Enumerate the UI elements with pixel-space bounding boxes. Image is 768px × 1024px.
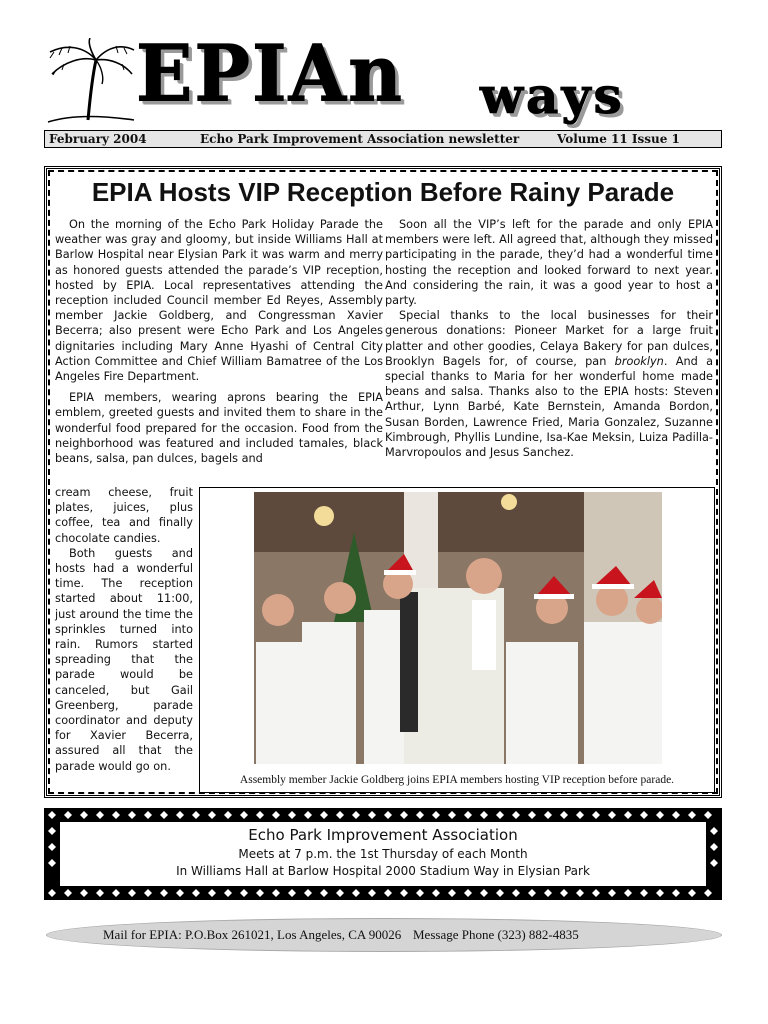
border-diamond: [544, 811, 552, 819]
border-diamond: [288, 889, 296, 897]
border-diamond: [48, 889, 56, 897]
border-diamond: [432, 811, 440, 819]
border-diamond: [128, 811, 136, 819]
article-paragraph: Soon all the VIP’s left for the parade and only EPIA members were left. All agreed that, although they missed participating in the parade, they’d had a wonderful time hosting the reception and looked forward to next year. And considering the rain, it was a good year to host a party.: [385, 218, 713, 308]
reception-photo: [254, 492, 662, 764]
article-column-narrow: [55, 485, 193, 774]
photo-frame: [199, 487, 715, 793]
border-diamond: [368, 889, 376, 897]
border-diamond: [352, 889, 360, 897]
border-diamond: [640, 811, 648, 819]
border-diamond: [176, 889, 184, 897]
border-diamond: [304, 811, 312, 819]
border-diamond: [320, 889, 328, 897]
article-paragraph: On the morning of the Echo Park Holiday Parade the weather was gray and gloomy, but inside Williams Hall at Barlow Hospital near Elysian Park it was warm and merry as honored guests attended the parade’s VIP reception, hosted by EPIA. Local representatives attending the reception included Council member Ed Reyes, Assembly member Jackie Goldberg, and Congressman Xavier Becerra; also present were Echo Park and Los Angeles dignitaries including Mary Anne Hyashi of Central City Action Committee and Chief William Bamatree of the Los Angeles Fire Department.: [55, 218, 383, 384]
border-diamond: [304, 889, 312, 897]
border-diamond: [416, 889, 424, 897]
border-diamond: [512, 811, 520, 819]
border-diamond: [144, 811, 152, 819]
border-diamond: [656, 811, 664, 819]
border-diamond: [704, 811, 712, 819]
border-diamond: [480, 811, 488, 819]
border-diamond: [496, 889, 504, 897]
border-diamond: [208, 889, 216, 897]
border-diamond: [592, 889, 600, 897]
article-paragraph-thanks: [385, 308, 713, 460]
message-phone: Message Phone (323) 882-4835: [413, 927, 579, 942]
border-diamond: [336, 811, 344, 819]
border-diamond: [240, 811, 248, 819]
border-diamond: [710, 843, 718, 851]
border-diamond: [432, 889, 440, 897]
border-diamond: [672, 811, 680, 819]
meeting-banner: [44, 808, 722, 900]
article-paragraph: EPIA members, wearing aprons bearing the EPIA emblem, greeted guests and invited them to share in the wonderful food prepared for the occasion. Food from the neighborhood was featured and included tamales, black beans, salsa, pan dulces, bagels and: [55, 391, 383, 466]
border-diamond: [112, 889, 120, 897]
border-diamond: [448, 811, 456, 819]
border-diamond: [448, 889, 456, 897]
meeting-location: In Williams Hall at Barlow Hospital 2000 Stadium Way in Elysian Park: [176, 864, 590, 878]
newsletter-name: Echo Park Improvement Association newsletter: [200, 132, 520, 146]
border-diamond: [64, 811, 72, 819]
border-diamond: [128, 889, 136, 897]
meeting-banner-content: [60, 822, 706, 886]
border-diamond: [256, 811, 264, 819]
border-diamond: [688, 811, 696, 819]
border-diamond: [80, 889, 88, 897]
border-diamond: [112, 811, 120, 819]
border-diamond: [416, 811, 424, 819]
border-diamond: [656, 889, 664, 897]
border-diamond: [400, 889, 408, 897]
border-diamond: [48, 843, 56, 851]
border-diamond: [384, 811, 392, 819]
mail-contact-oval: [46, 918, 722, 952]
border-diamond: [272, 811, 280, 819]
border-diamond: [400, 811, 408, 819]
border-diamond: [224, 889, 232, 897]
border-diamond: [176, 811, 184, 819]
border-diamond: [544, 889, 552, 897]
border-diamond: [288, 811, 296, 819]
border-diamond: [96, 811, 104, 819]
border-diamond: [240, 889, 248, 897]
border-diamond: [576, 811, 584, 819]
border-diamond: [560, 811, 568, 819]
border-diamond: [464, 889, 472, 897]
masthead: [44, 28, 724, 130]
border-diamond: [64, 889, 72, 897]
border-diamond: [624, 889, 632, 897]
meeting-banner-title: Echo Park Improvement Association: [248, 826, 518, 844]
article: [44, 166, 722, 798]
thanks-text-italic: brooklyn: [614, 354, 664, 368]
border-diamond: [480, 889, 488, 897]
border-diamond: [48, 827, 56, 835]
border-diamond: [384, 889, 392, 897]
mail-address: Mail for EPIA: P.O.Box 261021, Los Angeles, CA 90026: [103, 927, 402, 942]
meeting-time: Meets at 7 p.m. the 1st Thursday of each Month: [238, 847, 528, 861]
border-diamond: [608, 811, 616, 819]
article-column-right: [385, 217, 713, 460]
issue-volume: Volume 11 Issue 1: [557, 132, 680, 146]
issue-date: February 2004: [49, 132, 147, 146]
border-diamond: [710, 859, 718, 867]
border-diamond: [256, 889, 264, 897]
border-diamond: [48, 811, 56, 819]
article-paragraph: Both guests and hosts had a wonderful time. The reception started about 11:00, just around the time the sprinkles turned into rain. Rumors started spreading that the parade would be canceled, but Gail Greenberg, parade coordinator and deputy for Xavier Becerra, assured all that the parade would go on.: [55, 546, 193, 773]
border-diamond: [208, 811, 216, 819]
border-diamond: [624, 811, 632, 819]
border-diamond: [80, 811, 88, 819]
border-diamond: [560, 889, 568, 897]
border-diamond: [528, 889, 536, 897]
border-diamond: [48, 859, 56, 867]
article-headline: EPIA Hosts VIP Reception Before Rainy Parade: [91, 177, 675, 207]
border-diamond: [192, 811, 200, 819]
article-paragraph-continuation: cream cheese, fruit plates, juices, plus coffee, tea and finally chocolate candies.: [55, 486, 193, 545]
border-diamond: [336, 889, 344, 897]
border-diamond: [640, 889, 648, 897]
border-diamond: [160, 889, 168, 897]
border-diamond: [352, 811, 360, 819]
photo-caption: Assembly member Jackie Goldberg joins EPIA members hosting VIP reception before parade.: [239, 774, 675, 786]
border-diamond: [528, 811, 536, 819]
thanks-text-start: Special thanks to the local businesses for their generous donations: Pioneer Market for a large fruit platter and other goodies, Celaya Bakery for pan dulces, Brooklyn Bagels for, of course, pan: [385, 309, 713, 368]
border-diamond: [688, 889, 696, 897]
border-diamond: [672, 889, 680, 897]
border-diamond: [368, 811, 376, 819]
border-diamond: [96, 889, 104, 897]
article-column-left: [55, 217, 383, 466]
border-diamond: [464, 811, 472, 819]
masthead-subtitle: ways: [480, 66, 625, 125]
thanks-text-end: . And a special thanks to Maria for her wonderful home made beans and salsa. Thanks also to the EPIA hosts: Steven Arthur, Lynn Barbé, Kate Bernstein, Amanda Bordon, Susan Borden, Lawrence Fried, Maria Gonzalez, Suzanne Kimbrough, Phyllis Lundine, Isa-Kae Meksin, Luiza Padilla-Marvropoulos and Jesus Sanchez.: [385, 354, 713, 460]
masthead-title: EPIAn: [136, 28, 404, 120]
border-diamond: [576, 889, 584, 897]
border-diamond: [704, 889, 712, 897]
border-diamond: [710, 827, 718, 835]
border-diamond: [496, 811, 504, 819]
border-diamond: [160, 811, 168, 819]
border-diamond: [592, 811, 600, 819]
border-diamond: [512, 889, 520, 897]
border-diamond: [224, 811, 232, 819]
border-diamond: [192, 889, 200, 897]
border-diamond: [320, 811, 328, 819]
border-diamond: [144, 889, 152, 897]
border-diamond: [608, 889, 616, 897]
border-diamond: [272, 889, 280, 897]
issue-info-bar: [44, 130, 722, 148]
palm-tree-logo: [44, 38, 136, 126]
